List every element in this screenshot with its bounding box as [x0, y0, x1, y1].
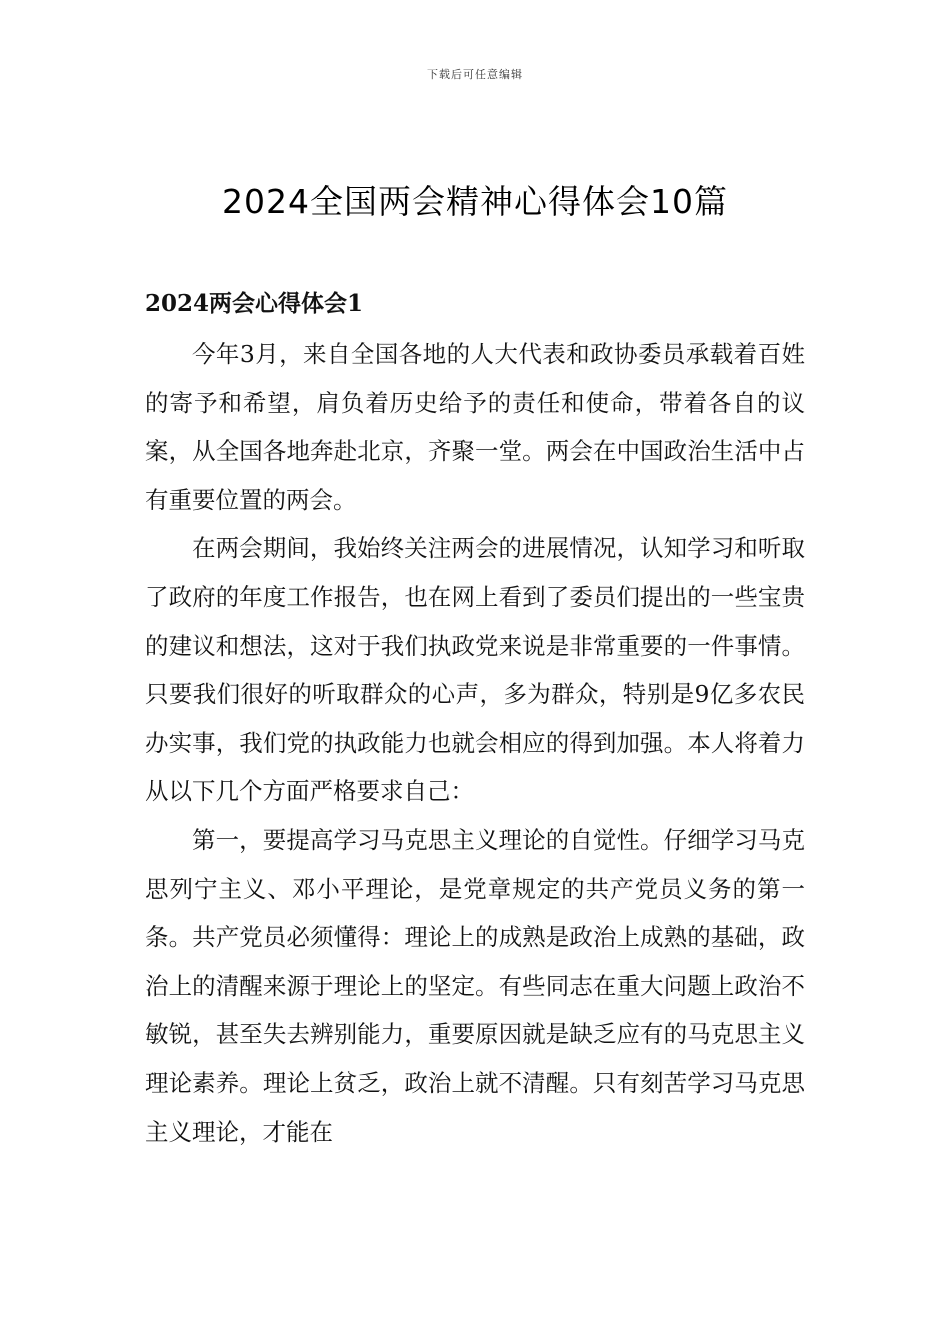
- document-body: [145, 330, 805, 1156]
- section-heading: 2024两会心得体会1: [145, 290, 364, 317]
- document-title: 2024全国两会精神心得体会10篇: [222, 182, 728, 221]
- paragraph: 在两会期间，我始终关注两会的进展情况，认知学习和听取了政府的年度工作报告，也在网上看到了委员们提出的一些宝贵的建议和想法，这对于我们执政党来说是非常重要的一件事情。只要我们很好的听取群众的心声，多为群众，特别是9亿多农民办实事，我们党的执政能力也就会相应的得到加强。本人将着力从以下几个方面严格要求自己：: [145, 534, 805, 806]
- header-note: 下载后可任意编辑: [427, 68, 523, 81]
- paragraph: 第一，要提高学习马克思主义理论的自觉性。仔细学习马克思列宁主义、邓小平理论，是党章规定的共产党员义务的第一条。共产党员必须懂得：理论上的成熟是政治上成熟的基础，政治上的清醒来源于理论上的坚定。有些同志在重大问题上政治不敏锐，甚至失去辨别能力，重要原因就是缺乏应有的马克思主义理论素养。理论上贫乏，政治上就不清醒。只有刻苦学习马克思主义理论，才能在: [145, 825, 805, 1146]
- paragraph: 今年3月，来自全国各地的人大代表和政协委员承载着百姓的寄予和希望，肩负着历史给予的责任和使命，带着各自的议案，从全国各地奔赴北京，齐聚一堂。两会在中国政治生活中占有重要位置的两会。: [145, 340, 805, 514]
